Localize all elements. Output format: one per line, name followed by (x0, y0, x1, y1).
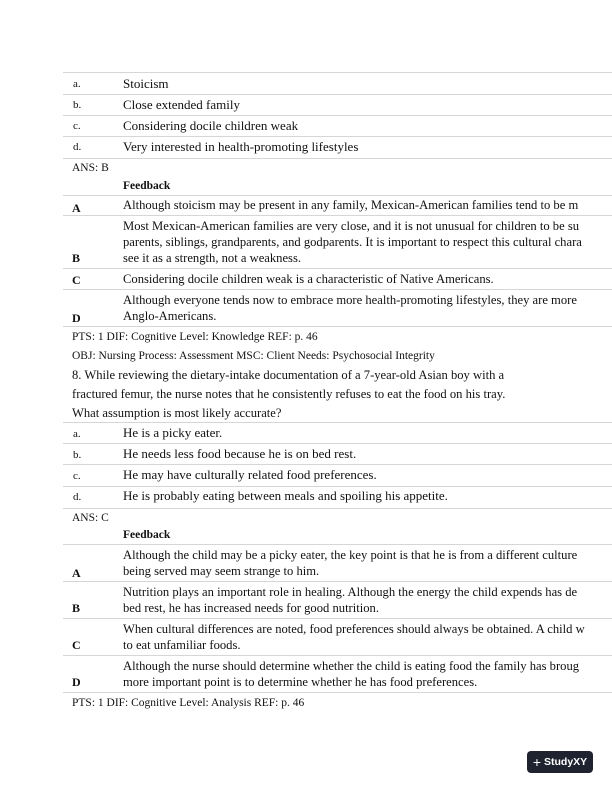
divider (63, 115, 612, 116)
q7-feedback-line: parents, siblings, grandparents, and godparents. It is important to respect this cultural chara (123, 235, 582, 249)
q8-option-letter: c. (73, 470, 81, 482)
q8-feedback-line: to eat unfamiliar foods. (123, 638, 241, 652)
q8-feedback-letter: A (72, 566, 81, 580)
q8-feedback-line: Nutrition plays an important role in healing. Although the energy the child expends has de (123, 585, 578, 599)
q7-feedback-line: Although stoicism may be present in any family, Mexican-American families tend to be m (123, 198, 579, 212)
q8-option-text: He needs less food because he is on bed rest. (123, 446, 357, 461)
divider (63, 422, 612, 423)
divider (63, 544, 612, 545)
q8-feedback-letter: D (72, 675, 81, 689)
q7-option-text: Stoicism (123, 76, 169, 91)
q8-pts: PTS: 1 DIF: Cognitive Level: Analysis REF: p. 46 (72, 697, 305, 709)
divider (63, 289, 612, 290)
q7-feedback-letter: C (72, 273, 81, 287)
q7-feedback-letter: A (72, 201, 81, 215)
q7-feedback-line: Most Mexican-American families are very close, and it is not unusual for children to be su (123, 219, 580, 233)
q8-stem-line: fractured femur, the nurse notes that he consistently refuses to eat the food on his tray. (72, 387, 506, 401)
q8-feedback-line: When cultural differences are noted, food preferences should always be obtained. A child w (123, 622, 585, 636)
q8-option-letter: a. (73, 428, 81, 440)
divider (63, 443, 612, 444)
divider (63, 464, 612, 465)
q7-answer: ANS: B (72, 162, 109, 174)
q7-option-letter: c. (73, 120, 81, 132)
divider (63, 268, 612, 269)
q8-feedback-line: Although the nurse should determine whether the child is eating food the family has broug (123, 659, 580, 673)
q7-obj: OBJ: Nursing Process: Assessment MSC: Client Needs: Psychosocial Integrity (72, 350, 435, 362)
divider (63, 158, 612, 159)
q8-feedback-line: Although the child may be a picky eater, the key point is that he is from a different culture (123, 548, 578, 562)
divider (63, 326, 612, 327)
q8-option-letter: b. (73, 449, 82, 461)
q7-option-text: Considering docile children weak (123, 118, 299, 133)
divider (63, 508, 612, 509)
q8-feedback-letter: C (72, 638, 81, 652)
plus-icon: + (532, 754, 541, 770)
divider (63, 94, 612, 95)
q7-feedback-letter: D (72, 311, 81, 325)
q8-option-text: He is probably eating between meals and spoiling his appetite. (123, 488, 448, 503)
q8-feedback-line: more important point is to determine whether he has food preferences. (123, 675, 478, 689)
divider (63, 581, 612, 582)
q7-option-letter: a. (73, 78, 81, 90)
q8-answer: ANS: C (72, 512, 109, 524)
q8-feedback-letter: B (72, 601, 81, 615)
q7-feedback-letter: B (72, 251, 81, 265)
q7-option-letter: d. (73, 141, 82, 153)
divider (63, 655, 612, 656)
q7-pts: PTS: 1 DIF: Cognitive Level: Knowledge REF: p. 46 (72, 331, 318, 343)
divider (63, 136, 612, 137)
q8-option-letter: d. (73, 491, 82, 503)
q8-stem-line: What assumption is most likely accurate? (72, 406, 282, 420)
q8-option-text: He is a picky eater. (123, 425, 223, 440)
q8-option-text: He may have culturally related food preferences. (123, 467, 377, 482)
studyxy-badge[interactable] (527, 751, 593, 773)
q8-feedback-line: being served may seem strange to him. (123, 564, 320, 578)
divider (63, 618, 612, 619)
divider (63, 215, 612, 216)
q8-feedback-header: Feedback (123, 529, 171, 541)
q7-feedback-line: Anglo-Americans. (123, 309, 217, 323)
divider (63, 195, 612, 196)
q7-feedback-header: Feedback (123, 180, 171, 192)
q8-feedback-line: bed rest, he has increased needs for good nutrition. (123, 601, 379, 615)
q7-option-text: Very interested in health-promoting lifestyles (123, 139, 359, 154)
divider (63, 486, 612, 487)
q7-option-text: Close extended family (123, 97, 240, 112)
q8-stem-line: 8. While reviewing the dietary-intake documentation of a 7-year-old Asian boy with a (72, 368, 505, 382)
q7-feedback-line: Although everyone tends now to embrace more health-promoting lifestyles, they are more (123, 293, 577, 307)
q7-option-letter: b. (73, 99, 82, 111)
q7-feedback-line: Considering docile children weak is a characteristic of Native Americans. (123, 272, 494, 286)
badge-label: StudyXY (544, 756, 588, 768)
divider (63, 692, 612, 693)
q7-feedback-line: see it as a strength, not a weakness. (123, 251, 302, 265)
divider (63, 72, 612, 73)
